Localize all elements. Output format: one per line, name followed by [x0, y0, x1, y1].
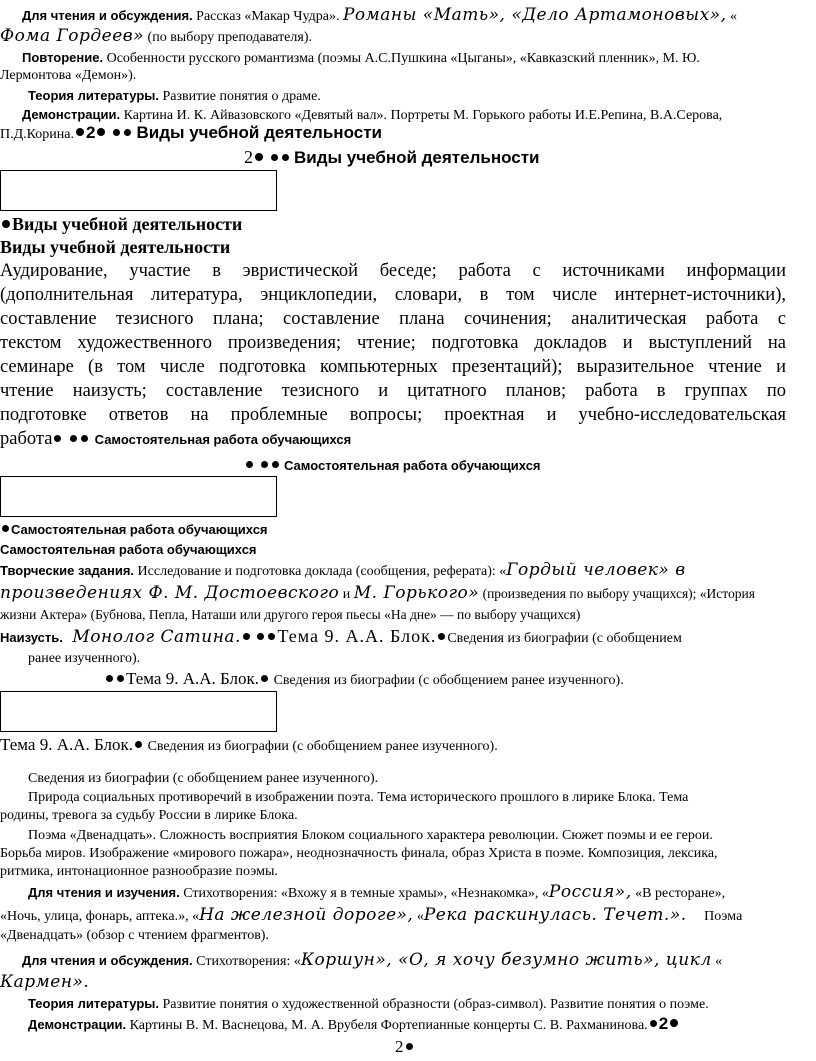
- italic-live: О, я хочу безумно жить», цикл: [408, 950, 712, 970]
- heading-activities: Виды учебной деятельности: [12, 214, 243, 234]
- bullet-icon: [243, 633, 250, 640]
- bullet-icon: [113, 129, 120, 136]
- text-theory: Развитие понятия о драме.: [159, 89, 321, 104]
- study-line-2: [0, 906, 742, 926]
- theory-line-2: [28, 995, 709, 1014]
- label-review: Повторение.: [22, 50, 104, 65]
- text-biography: Сведения из биографии (с обобщением ранее изученного).: [147, 739, 498, 754]
- by-heart-line: [0, 627, 682, 648]
- text-and: и: [339, 587, 354, 602]
- text-biography: Сведения из биографии (с обобщением ранее изученного).: [273, 673, 624, 688]
- by-heart-line-2: ранее изученного).: [28, 651, 141, 666]
- heading-independent-work: Самостоятельная работа обучающихся: [11, 522, 268, 537]
- label-reading: Для чтения и обсуждения.: [22, 953, 193, 968]
- bullet-icon: [650, 1020, 657, 1027]
- italic-russia: Россия»,: [548, 882, 632, 902]
- number-2: 2: [658, 1014, 669, 1033]
- text-demo: Картина И. К. Айвазовского «Девятый вал». Портреты М. Горького работы И.Е.Репина, В.А.Серова,: [120, 108, 723, 123]
- independent-work-heading: [0, 541, 257, 560]
- label-theory: Теория литературы.: [28, 88, 160, 103]
- creative-tasks-line: [0, 561, 686, 581]
- activities-heading-bullet: [0, 213, 242, 238]
- label-demo: Демонстрации.: [28, 1017, 127, 1032]
- heading-activities: Виды учебной деятельности: [294, 148, 540, 167]
- text-review: Особенности русского романтизма (поэмы А.С.Пушкина «Цыганы», «Кавказский пленник», М. Ю.: [103, 51, 700, 66]
- bullet-icon: [76, 128, 84, 136]
- paragraph-line: Аудирование, участие в эвристической беседе; работа с источниками информации: [0, 261, 786, 281]
- bullet-icon: [135, 741, 142, 748]
- text-demo: Картины В. М. Васнецова, М. А. Врубеля Фортепианные концерты С. В. Рахманинова.: [126, 1018, 648, 1033]
- bullet-icon: [106, 675, 113, 682]
- page-number-value: 2: [395, 1037, 404, 1056]
- poem-twelve-line: Поэма «Двенадцать». Сложность восприятия Блоком социального характера революции. Сюжет поэмы и ее герои.: [28, 828, 713, 843]
- theory-line: [28, 87, 321, 106]
- heading-topic-9: Тема 9. А.А. Блок.: [277, 626, 437, 646]
- poem-twelve-line-2: Борьба миров. Изображение «мирового пожара», неоднозначность финала, образ Христа в поэме. Композиция, лексика,: [0, 846, 718, 861]
- bullet-icon: [406, 1043, 413, 1050]
- text-history: (произведения по выбору учащихся); «История: [479, 586, 755, 601]
- poem-twelve-line-3: ритмика, интонационное разнообразие поэмы.: [0, 864, 278, 879]
- demo-line-2: [0, 124, 382, 144]
- bullet-icon: [268, 633, 275, 640]
- text-choice: (по выбору преподавателя).: [144, 30, 312, 45]
- bullet-icon: [670, 1019, 678, 1027]
- bullet-icon: [2, 525, 9, 532]
- bullet-icon: [271, 154, 278, 161]
- study-line: [28, 883, 725, 903]
- centered-activities-line: [244, 148, 540, 169]
- text-theory: Развитие понятия о художественной образности (образ-символ). Развитие понятия о поэме.: [159, 997, 709, 1012]
- paragraph-line: (дополнительная литература, энциклопедии, словари, в том числе интернет-источники),: [0, 285, 786, 305]
- creative-tasks-line-2: [0, 584, 755, 604]
- bullet-icon: [97, 128, 105, 136]
- bullet-icon: [272, 461, 279, 468]
- number-2: 2: [86, 123, 96, 142]
- number-2: 2: [244, 147, 253, 167]
- italic-dostoevsky: произведениях Ф. М. Достоевского: [0, 583, 340, 603]
- activities-body: [0, 259, 800, 452]
- review-line-2: Лермонтова «Демон»).: [0, 68, 137, 83]
- italic-carmen: Кармен».: [0, 972, 90, 992]
- paragraph-line: подготовке ответов на проблемные вопросы; проектная и учебно-исследовательская: [0, 405, 786, 425]
- independent-work-centered: [244, 457, 541, 476]
- activities-heading: [0, 236, 230, 261]
- text-work: работа: [0, 429, 53, 449]
- bullet-icon: [261, 675, 268, 682]
- bullet-icon: [117, 675, 124, 682]
- heading-independent-work: Самостоятельная работа обучающихся: [0, 542, 257, 557]
- heading-topic-9: Тема 9. А.А. Блок.: [0, 735, 134, 754]
- label-study: Для чтения и изучения.: [28, 885, 180, 900]
- text-biography: Сведения из биографии (с обобщением: [447, 631, 682, 646]
- italic-gorky: М. Горького»: [353, 583, 480, 603]
- italic-river: Река раскинулась. Течет.».: [423, 905, 687, 925]
- bullet-icon: [261, 461, 268, 468]
- text-quote: «: [711, 954, 723, 969]
- heading-activities: Виды учебной деятельности: [0, 237, 231, 257]
- page-number: [395, 1038, 415, 1058]
- paragraph-line: семинаре (в том числе подготовка компьютерных презентаций); выразительное чтение и: [0, 357, 786, 377]
- italic-proud-man: Гордый человек» в: [506, 560, 686, 580]
- text-quote: «: [726, 9, 737, 24]
- bullet-icon: [124, 129, 131, 136]
- heading-independent-work: Самостоятельная работа обучающихся: [94, 432, 352, 447]
- bullet-icon: [438, 633, 445, 640]
- bullet-icon: [81, 435, 88, 442]
- social-contradictions-line: Природа социальных противоречий в изображении поэта. Тема исторического прошлого в лирике Блока. Тема: [28, 790, 689, 805]
- reading-line-2: [0, 27, 312, 47]
- heading-activities: Виды учебной деятельности: [136, 123, 382, 142]
- heading-topic-9: Тема 9. А.А. Блок.: [126, 669, 260, 688]
- bullet-icon: [54, 435, 61, 442]
- demo-line-3: [28, 1015, 680, 1035]
- label-creative: Творческие задания.: [0, 563, 135, 578]
- text-reading: Рассказ «Макар Чудра».: [192, 9, 343, 24]
- bullet-icon: [246, 461, 253, 468]
- text-night-street: «Ночь, улица, фонарь, аптека.», «: [0, 909, 200, 924]
- biography-line: Сведения из биографии (с обобщением ранее изученного).: [28, 771, 379, 786]
- empty-box: [0, 170, 277, 211]
- label-theory: Теория литературы.: [28, 996, 160, 1011]
- bullet-icon: [282, 154, 289, 161]
- reading-discussion-line: [22, 6, 808, 26]
- empty-box: [0, 691, 277, 732]
- italic-satin: Монолог Сатина.: [72, 627, 241, 647]
- topic-9-line: [0, 736, 498, 756]
- study-line-3: «Двенадцать» (обзор с чтением фрагментов).: [0, 928, 269, 943]
- italic-novels: Романы «Мать», «Дело Артамоновых»,: [342, 5, 727, 25]
- topic-9-centered: [104, 670, 624, 690]
- label-by-heart: Наизусть.: [0, 630, 63, 645]
- label-demo: Демонстрации.: [22, 107, 121, 122]
- bullet-icon: [257, 633, 264, 640]
- text-quote: «: [413, 909, 424, 924]
- text-poems: Стихотворения: «Вхожу я в темные храмы», «Незнакомка», «: [179, 886, 549, 901]
- independent-work-heading-bullet: [0, 521, 268, 540]
- bullet-icon: [2, 220, 10, 228]
- heading-independent-work: Самостоятельная работа обучающихся: [284, 458, 541, 473]
- paragraph-last-line: [0, 427, 800, 452]
- text-creative: Исследование и подготовка доклада (сообщения, реферата): «: [134, 564, 507, 579]
- italic-railway: На железной дороге»,: [199, 905, 414, 925]
- text-poems: Стихотворения: «: [192, 954, 301, 969]
- label-reading: Для чтения и обсуждения.: [22, 8, 193, 23]
- text-korin: П.Д.Корина.: [0, 127, 74, 142]
- paragraph-line: чтение наизусть; составление тезисного и цитатного планов; работа в группах по: [0, 381, 786, 401]
- italic-kite: Коршун», «: [300, 950, 409, 970]
- paragraph-line: текстом художественного произведения; чтение; подготовка докладов и выступлений на: [0, 333, 786, 353]
- empty-box: [0, 476, 277, 517]
- discussion-line-2: [0, 973, 89, 993]
- bullet-icon: [255, 153, 263, 161]
- review-line: [22, 49, 700, 68]
- text-restaurant: «В ресторане»,: [631, 886, 726, 901]
- italic-foma: Фома Гордеев»: [0, 26, 145, 46]
- creative-tasks-line-3: жизни Актера» (Бубнова, Пепла, Наташи или другого героя пьесы «На дне» — по выбору учащихся): [0, 607, 581, 622]
- paragraph-line: составление тезисного плана; составление плана сочинения; аналитическая работа с: [0, 309, 786, 329]
- bullet-icon: [70, 435, 77, 442]
- discussion-line: [22, 951, 722, 971]
- text-poem: Поэма: [700, 909, 743, 924]
- social-contradictions-line-2: родины, тревога за судьбу России в лирике Блока.: [0, 808, 298, 823]
